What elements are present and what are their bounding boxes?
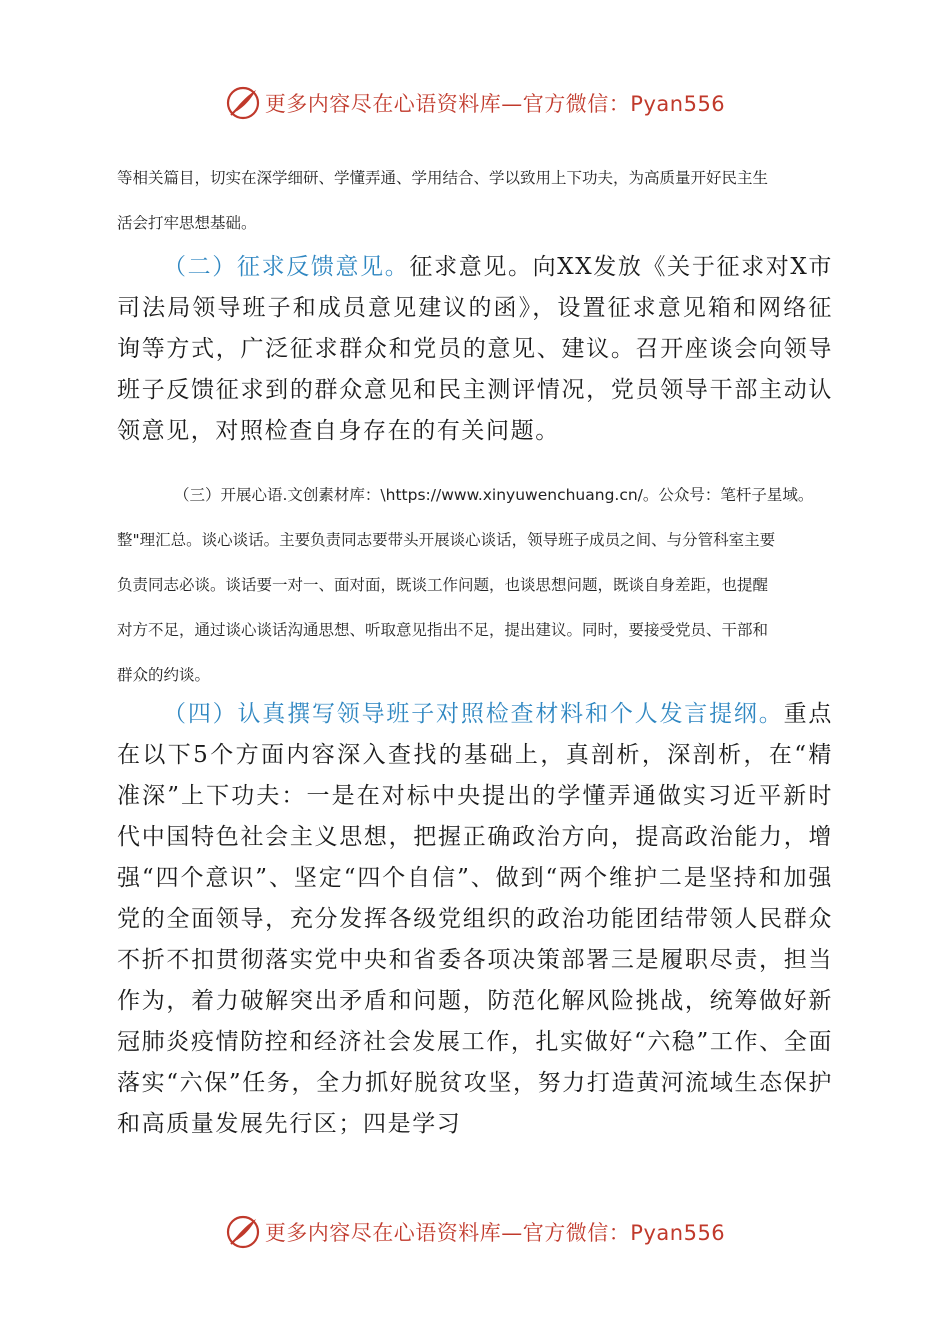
paragraph-2 xyxy=(117,247,833,452)
paragraph-2-text xyxy=(117,247,833,452)
quill-logo-icon xyxy=(225,85,261,121)
header-banner xyxy=(0,83,950,123)
paragraph-1-line-2: 活会打牢思想基础。 xyxy=(117,214,257,232)
paragraph-3-line-3: 负责同志必谈。谈话要一对一、面对面，既谈工作问题，也谈思想问题，既谈自身差距，也提醒 xyxy=(117,576,769,594)
paragraph-2-body: 征求意见。向XX发放《关于征求对X市司法局领导班子和成员意见建议的函》，设置征求意见箱和网络征询等方式，广泛征求群众和党员的意见、建议。召开座谈会向领导班子反馈征求到的群众意见和民主测评情况，党员领导干部主动认领意见，对照检查自身存在的有关问题。 xyxy=(117,254,834,444)
paragraph-3 xyxy=(117,473,833,698)
footer-banner-text: 更多内容尽在心语资料库—官方微信：Pyan556 xyxy=(264,1221,726,1245)
quill-logo-icon xyxy=(225,1214,261,1250)
paragraph-3-line-5: 群众的约谈。 xyxy=(117,666,211,684)
section-2-heading: （二）征求反馈意见。 xyxy=(163,254,410,280)
paragraph-4 xyxy=(117,694,833,1145)
paragraph-4-text xyxy=(117,694,833,1145)
paragraph-1 xyxy=(117,156,833,246)
paragraph-3-line-2: 整"理汇总。谈心谈话。主要负责同志要带头开展谈心谈话，领导班子成员之间、与分管科室主要 xyxy=(117,531,776,549)
paragraph-3-line-4: 对方不足，通过谈心谈话沟通思想、听取意见指出不足，提出建议。同时，要接受党员、干部和 xyxy=(117,621,769,639)
paragraph-1-line-1: 等相关篇目，切实在深学细研、学懂弄通、学用结合、学以致用上下功夫，为高质量开好民主生 xyxy=(117,169,769,187)
footer-banner xyxy=(0,1212,950,1252)
paragraph-4-body: 重点在以下5个方面内容深入查找的基础上，真剖析，深剖析，在“精准深”上下功夫：一是在对标中央提出的学懂弄通做实习近平新时代中国特色社会主义思想，把握正确政治方向，提高政治能力，增强“四个意识”、坚定“四个自信”、做到“两个维护二是坚持和加强党的全面领导，充分发挥各级党组织的政治功能团结带领人民群众不折不扣贯彻落实党中央和省委各项决策部署三是履职尽责，担当作为，着力破解突出矛盾和问题，防范化解风险挑战，统筹做好新冠肺炎疫情防控和经济社会发展工作，扎实做好“六稳”工作、全面落实“六保”任务，全力抓好脱贫攻坚，努力打造黄河流域生态保护和高质量发展先行区；四是学习 xyxy=(117,701,834,1137)
paragraph-3-line-1: （三）开展心语.文创素材库：\https://www.xinyuwenchuang.cn/。公众号：笔杆子星域。 xyxy=(174,486,814,504)
header-banner-text: 更多内容尽在心语资料库—官方微信：Pyan556 xyxy=(264,92,726,116)
section-4-heading: （四）认真撰写领导班子对照检查材料和个人发言提纲。 xyxy=(163,701,784,727)
